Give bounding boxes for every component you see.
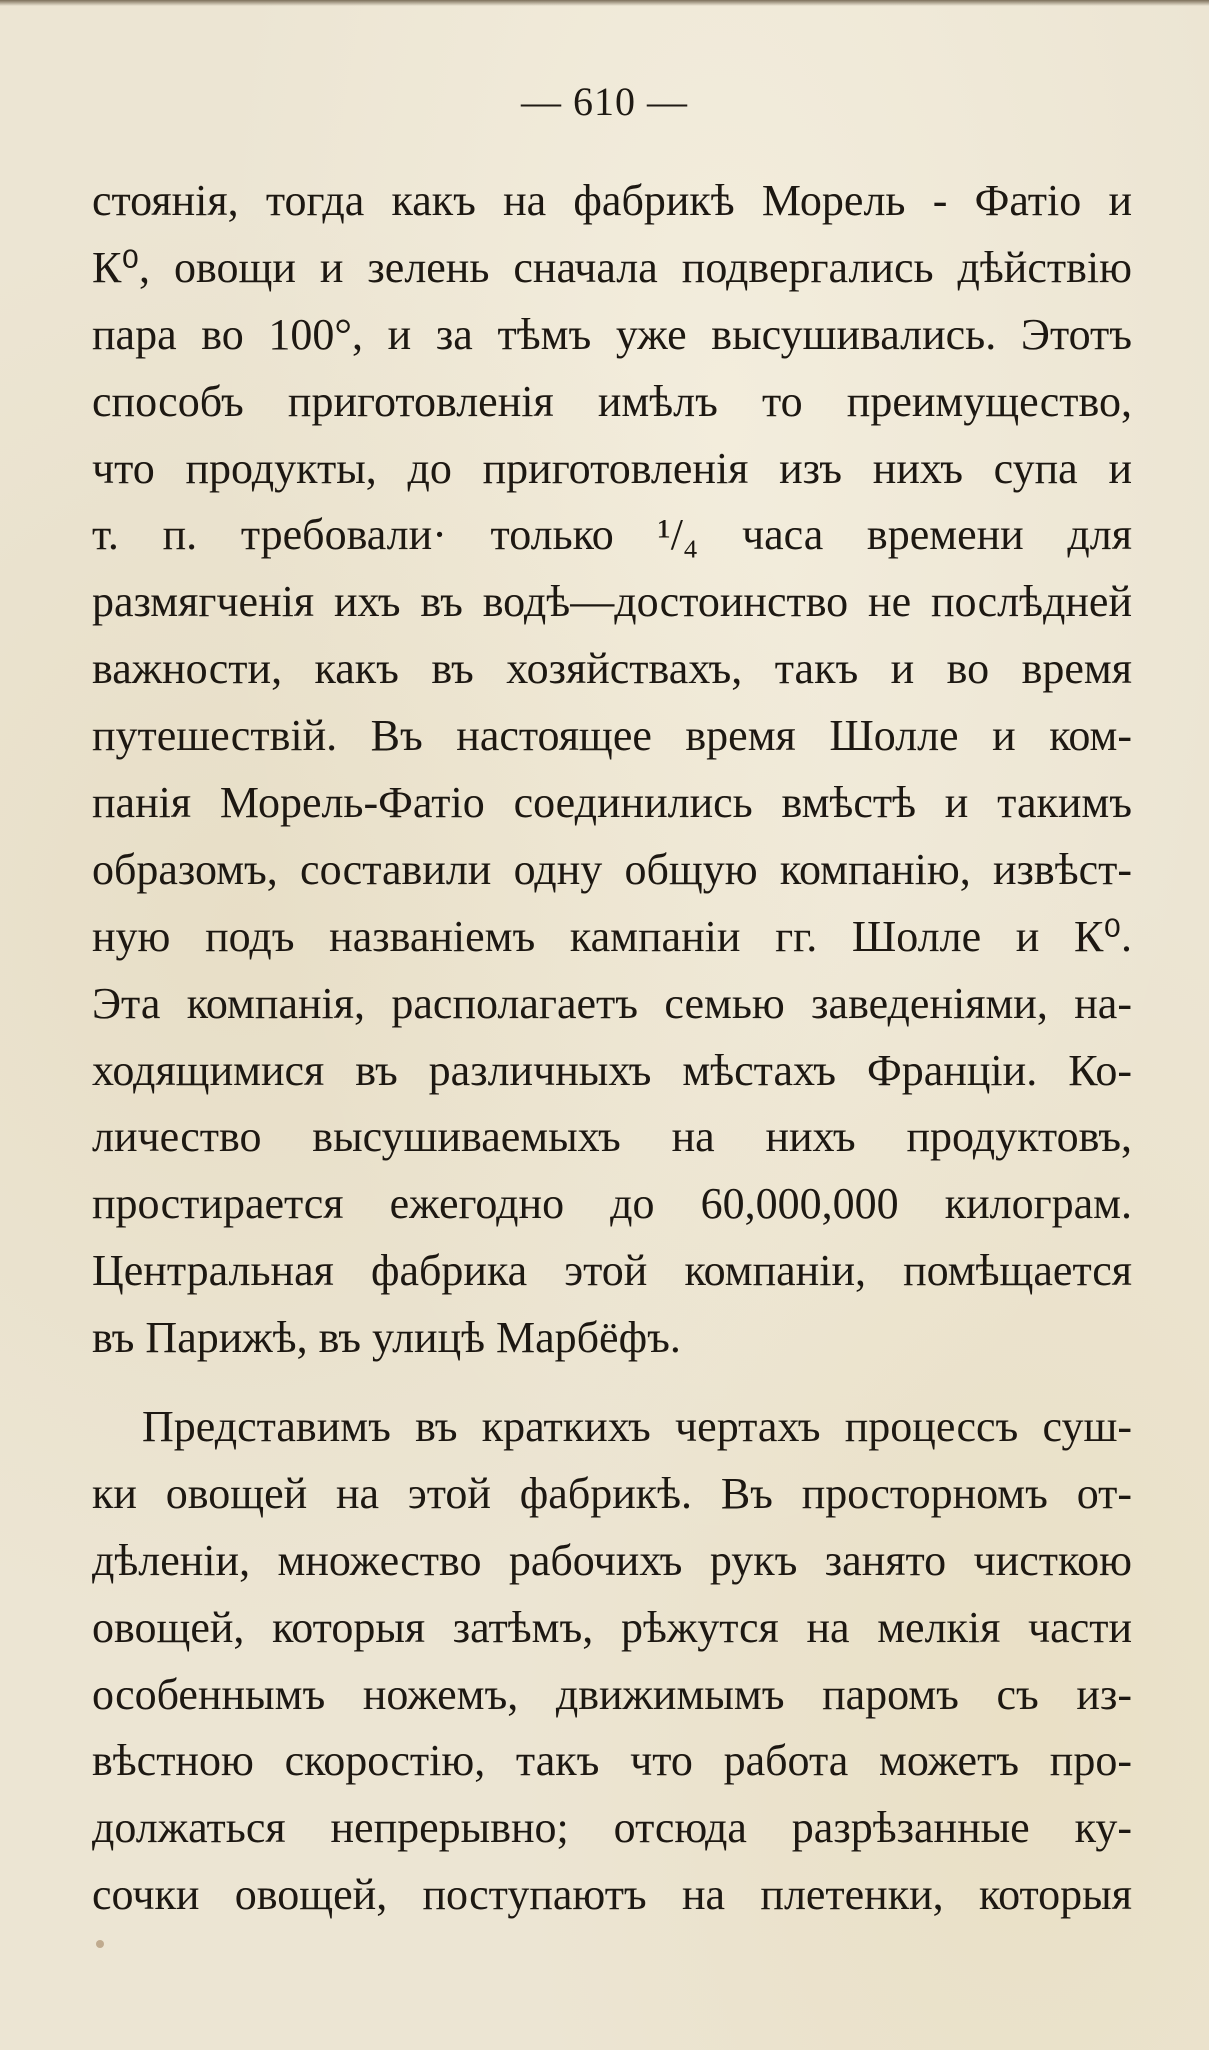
page-number: — 610 —	[521, 79, 688, 124]
text-line: К⁰, овощи и зелень сначала подвергались дѣйствію	[92, 242, 1132, 292]
text-line: особеннымъ ножемъ, движимымъ паромъ съ из-	[92, 1669, 1132, 1719]
ink-smudge	[96, 1940, 104, 1948]
text-line: простирается ежегодно до 60,000,000 килограм.	[92, 1179, 1132, 1229]
text-line: ходящимися въ различныхъ мѣстахъ Франціи. Ко-	[92, 1045, 1132, 1095]
text-line: ную подъ названіемъ кампаніи гг. Шолле и К⁰.	[92, 911, 1132, 961]
text-line: образомъ, составили одну общую компанію, извѣст-	[92, 844, 1132, 894]
text-line: панія Морель-Фатіо соединились вмѣстѣ и такимъ	[92, 778, 1132, 828]
text-line: ки овощей на этой фабрикѣ. Въ просторномъ от-	[92, 1468, 1132, 1518]
text-line: способъ приготовленія имѣлъ то преимущество,	[92, 376, 1132, 426]
text-line: важности, какъ въ хозяйствахъ, такъ и во время	[92, 644, 1132, 694]
text-line: стоянія, тогда какъ на фабрикѣ Морель - Фатіо и	[92, 176, 1132, 225]
text-line: дѣленіи, множество рабочихъ рукъ занято чисткою	[92, 1535, 1132, 1585]
text-line: личество высушиваемыхъ на нихъ продуктовъ,	[92, 1112, 1132, 1162]
text-line: должаться непрерывно; отсюда разрѣзанные ку-	[92, 1803, 1132, 1853]
text-line: пара во 100°, и за тѣмъ уже высушивались. Этотъ	[92, 309, 1132, 359]
text-line: что продукты, до приготовленія изъ нихъ супа и	[92, 443, 1132, 493]
text-line: Представимъ въ краткихъ чертахъ процессъ суш-	[142, 1402, 1132, 1452]
paragraph	[92, 1394, 1132, 1929]
paragraph	[92, 168, 1132, 1372]
text-line: размягченія ихъ въ водѣ—достоинство не послѣдней	[92, 577, 1132, 627]
text-line: путешествій. Въ настоящее время Шолле и ком-	[92, 711, 1132, 761]
body-text	[92, 168, 1132, 1929]
text-line: т. п. требовали· только ¹/₄ часа времени для	[92, 510, 1132, 560]
text-line: вѣстною скоростію, такъ что работа можетъ про-	[92, 1736, 1132, 1786]
text-line: сочки овощей, поступаютъ на плетенки, которыя	[92, 1870, 1132, 1920]
page-top-edge	[0, 0, 1209, 6]
text-line: овощей, которыя затѣмъ, рѣжутся на мелкія части	[92, 1602, 1132, 1652]
text-line: въ Парижѣ, въ улицѣ Марбёфъ.	[92, 1313, 681, 1363]
text-line: Эта компанія, располагаетъ семью заведеніями, на-	[92, 978, 1132, 1028]
text-line: Центральная фабрика этой компаніи, помѣщается	[92, 1246, 1132, 1296]
paragraph-gap	[92, 1372, 1132, 1394]
